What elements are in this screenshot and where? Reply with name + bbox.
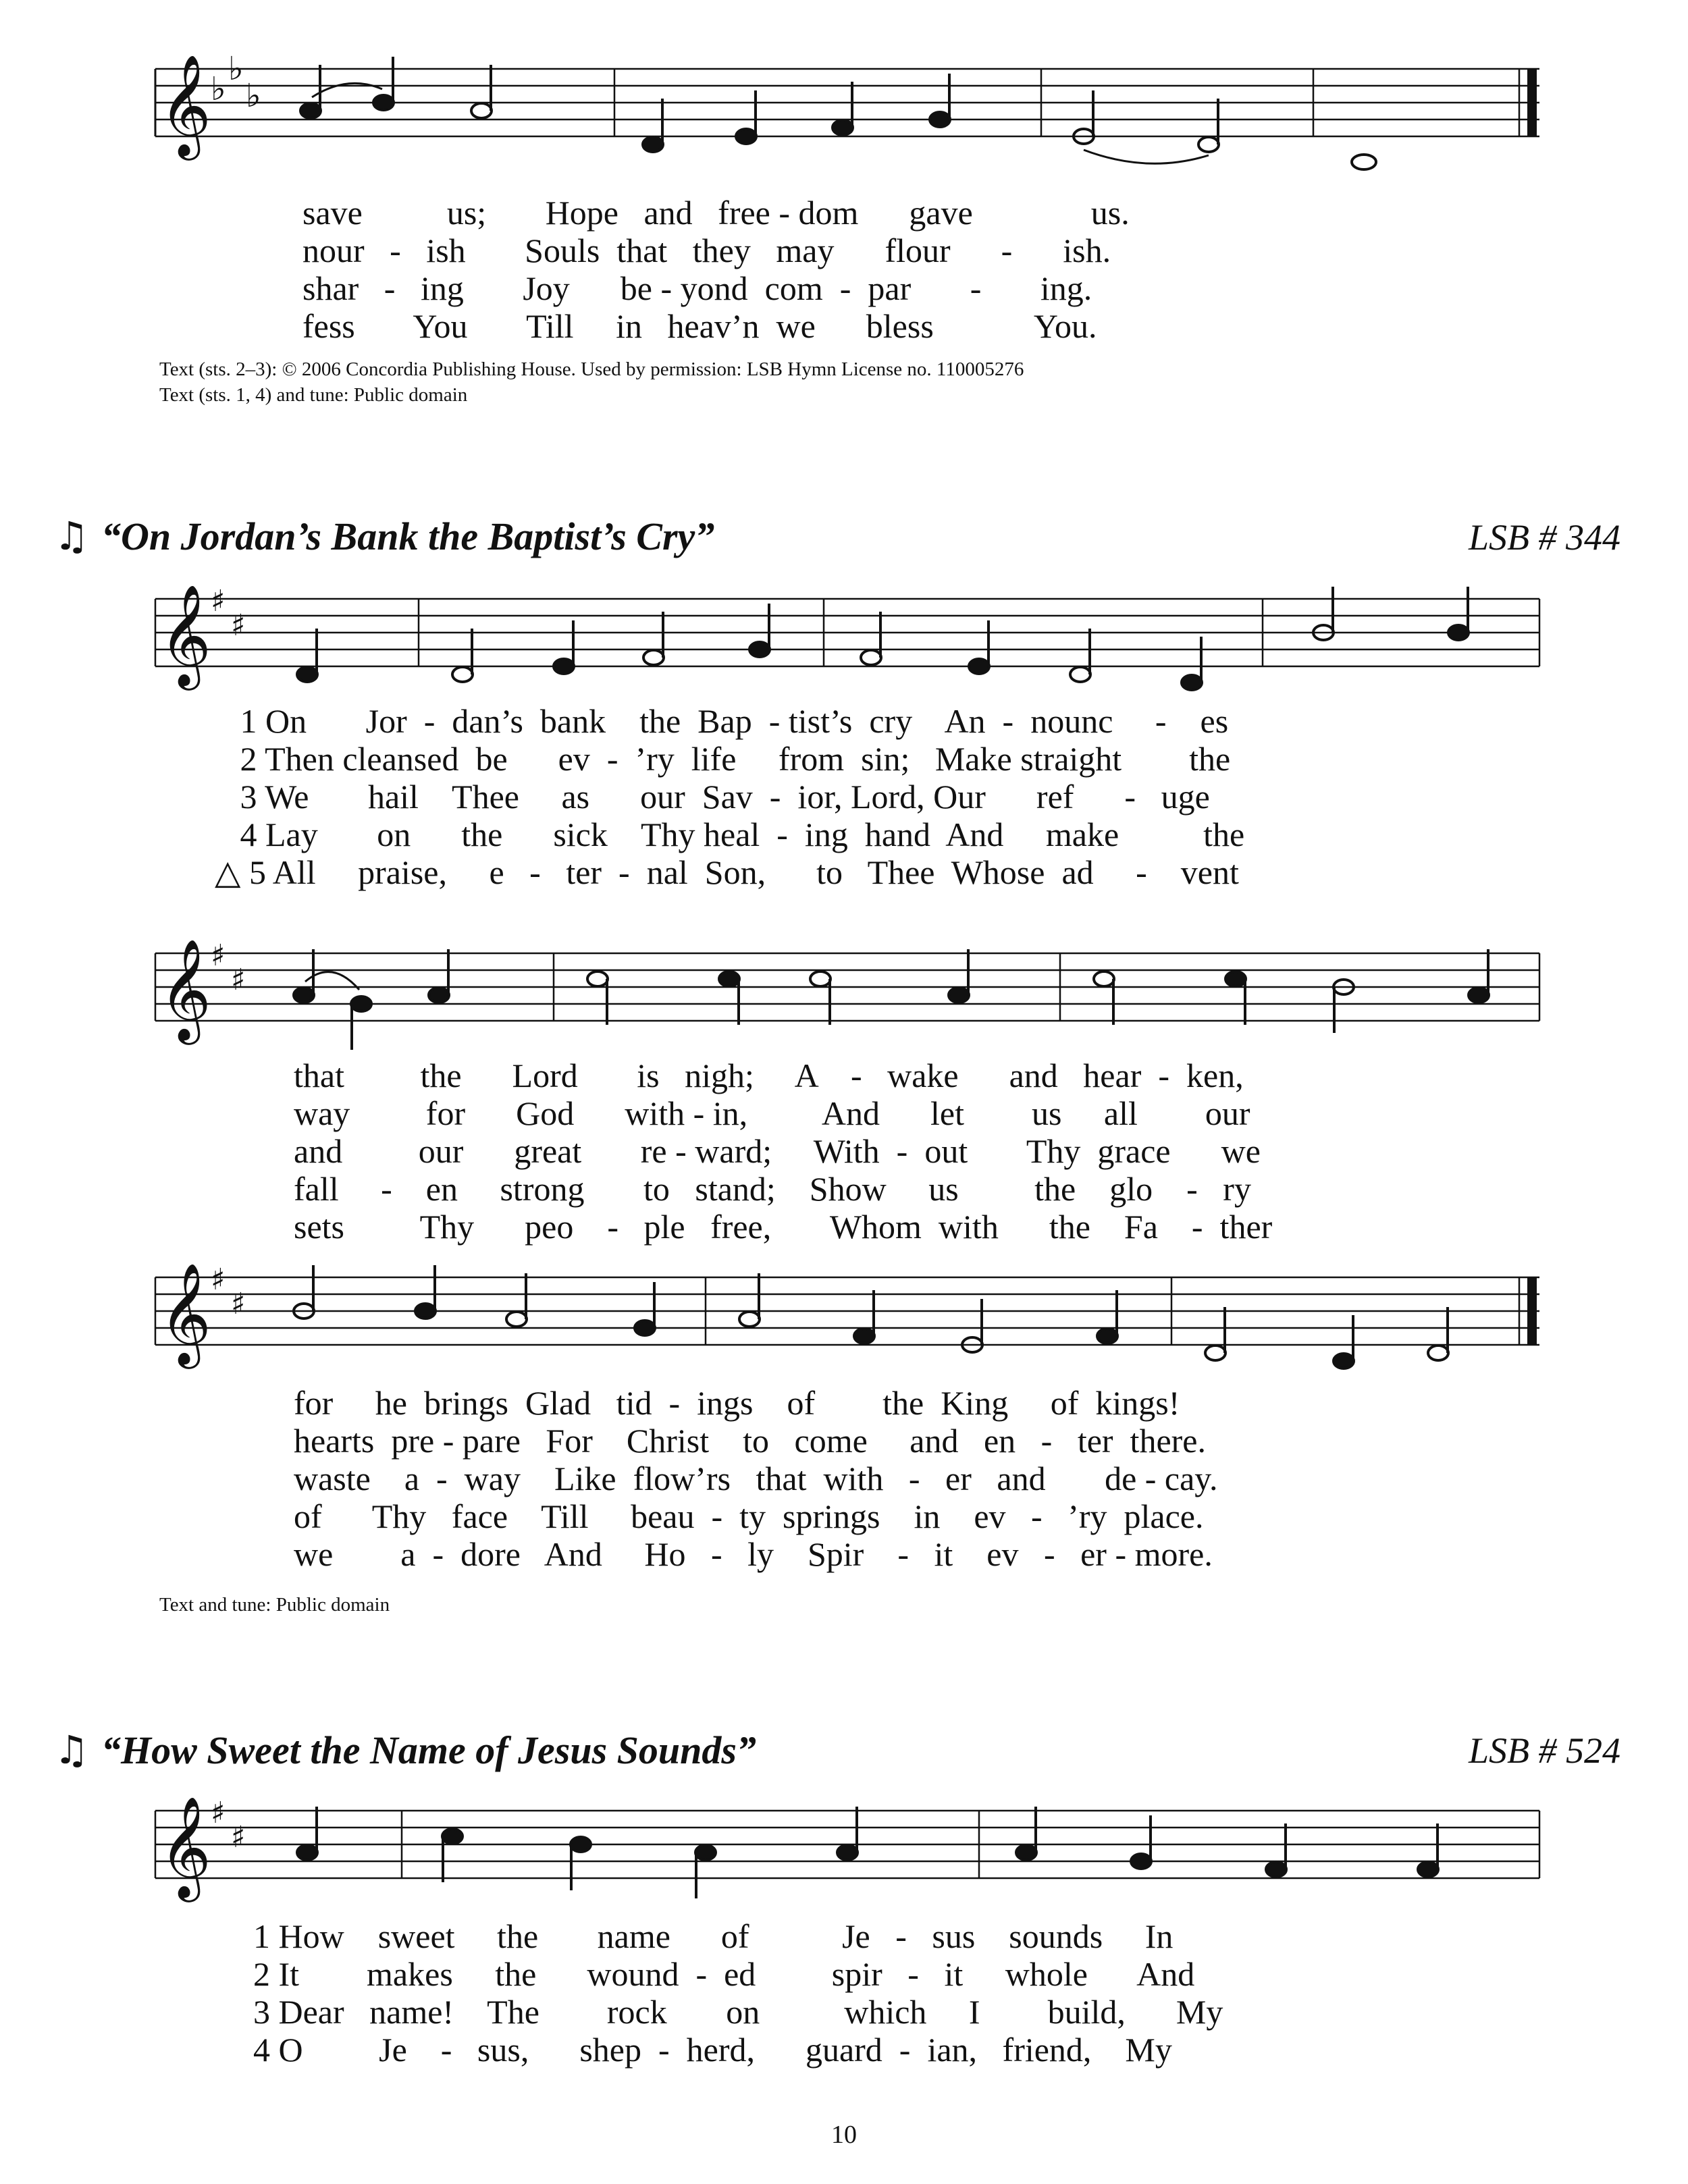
top-hymn-lyric-line-4: fess You Till in heav’n we bless You. <box>302 307 1097 345</box>
sweet-staff-1 <box>155 1795 1539 1911</box>
svg-text:♭: ♭ <box>211 70 226 108</box>
staff-top-hymn <box>155 50 1539 169</box>
jordan-s1-stanza-3: 3 We hail Thee as our Sav - ior, Lord, Our ref - uge <box>215 778 1210 816</box>
sweet-hymn-title: ♫ “How Sweet the Name of Jesus Sounds” <box>54 1727 756 1773</box>
svg-text:𝄞: 𝄞 <box>159 1795 211 1898</box>
jordan-s1-stanza-4: 4 Lay on the sick Thy heal - ing hand And make the <box>215 816 1245 853</box>
top-hymn-credit-2: Text (sts. 1, 4) and tune: Public domain <box>159 384 468 406</box>
svg-text:♯: ♯ <box>211 1262 226 1297</box>
jordan-s2-stanza-4: fall - en strong to stand; Show us the glo - ry <box>294 1170 1251 1208</box>
svg-text:♯: ♯ <box>231 1820 246 1855</box>
music-note-icon: ♫ <box>54 513 89 559</box>
jordan-s1-stanza-5: △ 5 All praise, e - ter - nal Son, to Thee Whose ad - vent <box>215 853 1239 891</box>
svg-text:𝄞: 𝄞 <box>159 1262 211 1364</box>
jordan-s3-stanza-4: of Thy face Till beau - ty springs in ev - ’ry place. <box>294 1497 1204 1535</box>
jordan-s3-stanza-3: waste a - way Like flow’rs that with - er and de - cay. <box>294 1460 1218 1497</box>
jordan-s3-stanza-1: for he brings Glad tid - ings of the King of kings! <box>294 1384 1180 1422</box>
jordan-staff-2 <box>155 938 1539 1053</box>
svg-text:♭: ♭ <box>228 50 244 88</box>
svg-text:♯: ♯ <box>231 1287 246 1321</box>
jordan-s1-stanza-2: 2 Then cleansed be ev - ’ry life from sin; Make straight the <box>215 740 1231 778</box>
jordan-staff-1 <box>155 583 1539 699</box>
svg-text:♯: ♯ <box>211 584 226 618</box>
svg-text:𝄞: 𝄞 <box>159 53 211 156</box>
sweet-s1-stanza-2: 2 It makes the wound - ed spir - it whole And <box>253 1955 1195 1993</box>
svg-text:𝄞: 𝄞 <box>159 938 211 1040</box>
jordan-s2-stanza-3: and our great re - ward; With - out Thy grace we <box>294 1132 1261 1170</box>
top-hymn-credit-1: Text (sts. 2–3): © 2006 Concordia Publishing House. Used by permission: LSB Hymn License no. 110005276 <box>159 358 1024 380</box>
svg-text:𝄞: 𝄞 <box>159 583 211 686</box>
jordan-hymn-credit: Text and tune: Public domain <box>159 1594 390 1616</box>
jordan-hymn-number: LSB # 344 <box>1468 517 1620 558</box>
top-hymn-lyric-line-1: save us; Hope and free - dom gave us. <box>302 194 1130 232</box>
jordan-s3-stanza-2: hearts pre - pare For Christ to come and en - ter there. <box>294 1422 1206 1460</box>
sweet-s1-stanza-1: 1 How sweet the name of Je - sus sounds In <box>253 1917 1173 1955</box>
sweet-hymn-number: LSB # 524 <box>1468 1730 1620 1771</box>
svg-text:♯: ♯ <box>211 938 226 973</box>
svg-text:♯: ♯ <box>231 608 246 643</box>
svg-text:♯: ♯ <box>231 963 246 997</box>
svg-text:♯: ♯ <box>211 1796 226 1830</box>
page-number: 10 <box>831 2121 857 2149</box>
top-hymn-lyric-line-2: nour - ish Souls that they may flour - ish. <box>302 232 1111 269</box>
sweet-s1-stanza-3: 3 Dear name! The rock on which I build, My <box>253 1993 1223 2031</box>
jordan-s2-stanza-1: that the Lord is nigh; A - wake and hear - ken, <box>294 1057 1244 1094</box>
jordan-s2-stanza-2: way for God with - in, And let us all our <box>294 1094 1250 1132</box>
jordan-s2-stanza-5: sets Thy peo - ple free, Whom with the Fa - ther <box>294 1208 1273 1246</box>
jordan-staff-3 <box>155 1262 1539 1377</box>
sweet-s1-stanza-4: 4 O Je - sus, shep - herd, guard - ian, friend, My <box>253 2031 1172 2069</box>
music-note-icon: ♫ <box>54 1727 89 1773</box>
jordan-hymn-title: ♫ “On Jordan’s Bank the Baptist’s Cry” <box>54 513 715 559</box>
jordan-s1-stanza-1: 1 On Jor - dan’s bank the Bap - tist’s cry An - nounc - es <box>215 702 1229 740</box>
svg-text:♭: ♭ <box>246 77 261 115</box>
jordan-s3-stanza-5: we a - dore And Ho - ly Spir - it ev - er - more. <box>294 1535 1213 1573</box>
top-hymn-lyric-line-3: shar - ing Joy be - yond com - par - ing. <box>302 269 1092 307</box>
